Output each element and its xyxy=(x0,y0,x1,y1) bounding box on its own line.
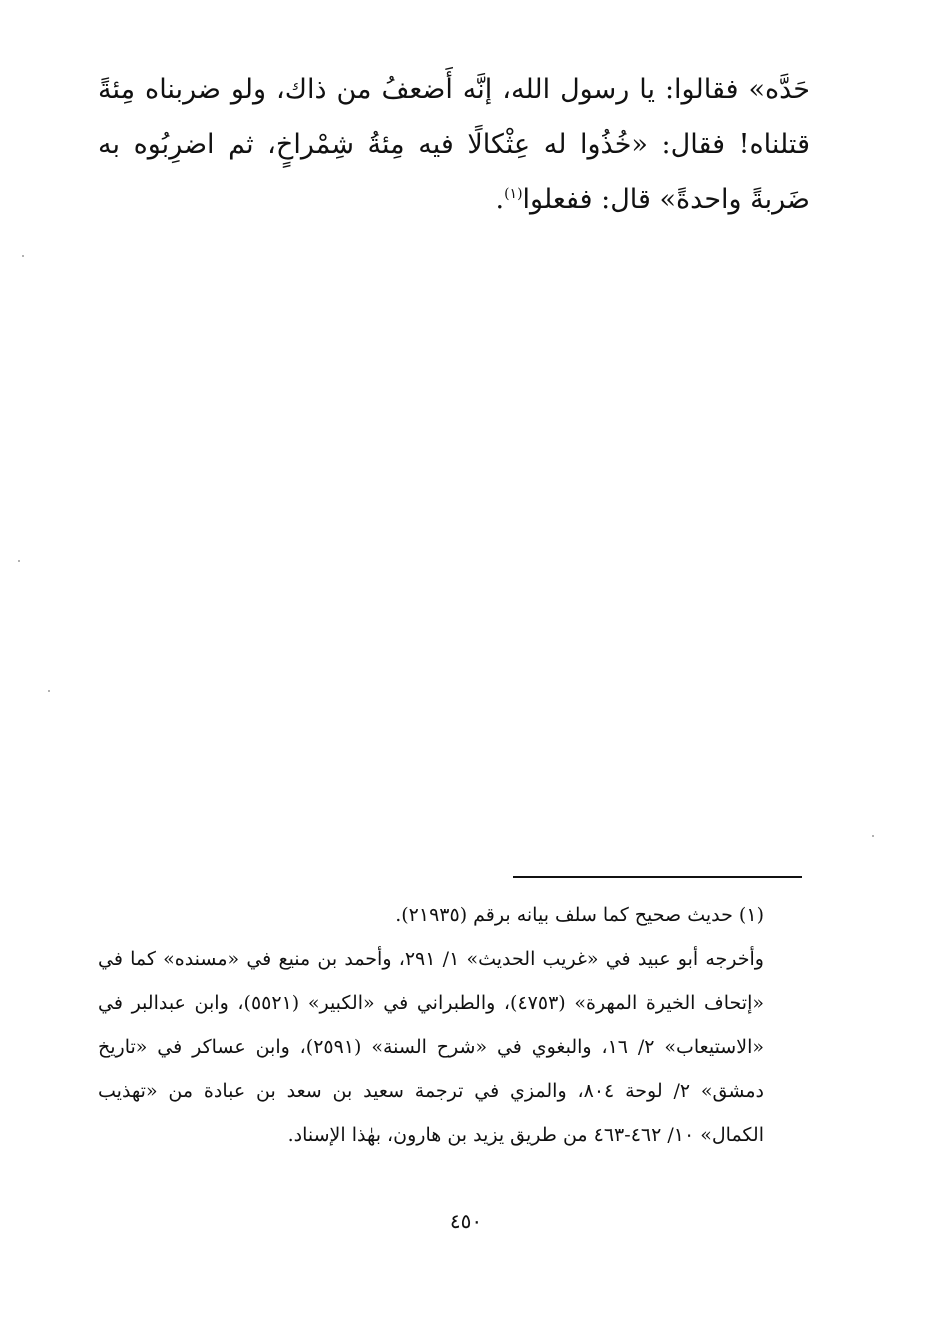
page-number: ٤٥٠ xyxy=(449,1209,483,1233)
scan-speck xyxy=(872,835,874,837)
main-text-block xyxy=(98,62,810,227)
footnote-1: (١) حديث صحيح كما سلف بيانه برقم (٢١٩٣٥). xyxy=(395,904,764,926)
main-paragraph xyxy=(98,62,810,227)
scan-speck xyxy=(48,690,50,692)
main-paragraph-text: حَدَّه» فقالوا: يا رسول الله، إنَّه أَضعفُ من ذاك، ولو ضربناه مِئةً قتلناه! فقال: «خُذُوا له عِثْكالًا فيه مِئةُ شِمْراخٍ، ثم اضرِبُوه به ضَربةً واحدةً» قال: ففعلوا xyxy=(98,74,810,215)
footnote-reference-marker[interactable]: (١) xyxy=(504,186,523,202)
footnote-1-sources: وأخرجه أبو عبيد في «غريب الحديث» ١/ ٢٩١، وأحمد بن منيع في «مسنده» كما في «إتحاف الخيرة المهرة» (٤٧٥٣)، والطبراني في «الكبير» (٥٥٢١)، وابن عبدالبر في «الاستيعاب» ٢/ ١٦، والبغوي في «شرح السنة» (٢٥٩١)، وابن عساكر في «تاريخ دمشق» ٢/ لوحة ٨٠٤، والمزي في ترجمة سعيد بن سعد بن عبادة من «تهذيب الكمال» ١٠/ ٤٦٢-٤٦٣ من طريق يزيد بن هارون، بهٰذا الإسناد. xyxy=(98,948,764,1146)
main-paragraph-end: . xyxy=(495,184,505,215)
footnote-separator-line xyxy=(513,876,802,878)
footnotes-section xyxy=(98,893,764,1157)
scan-speck xyxy=(18,560,20,562)
scan-speck xyxy=(22,255,24,257)
